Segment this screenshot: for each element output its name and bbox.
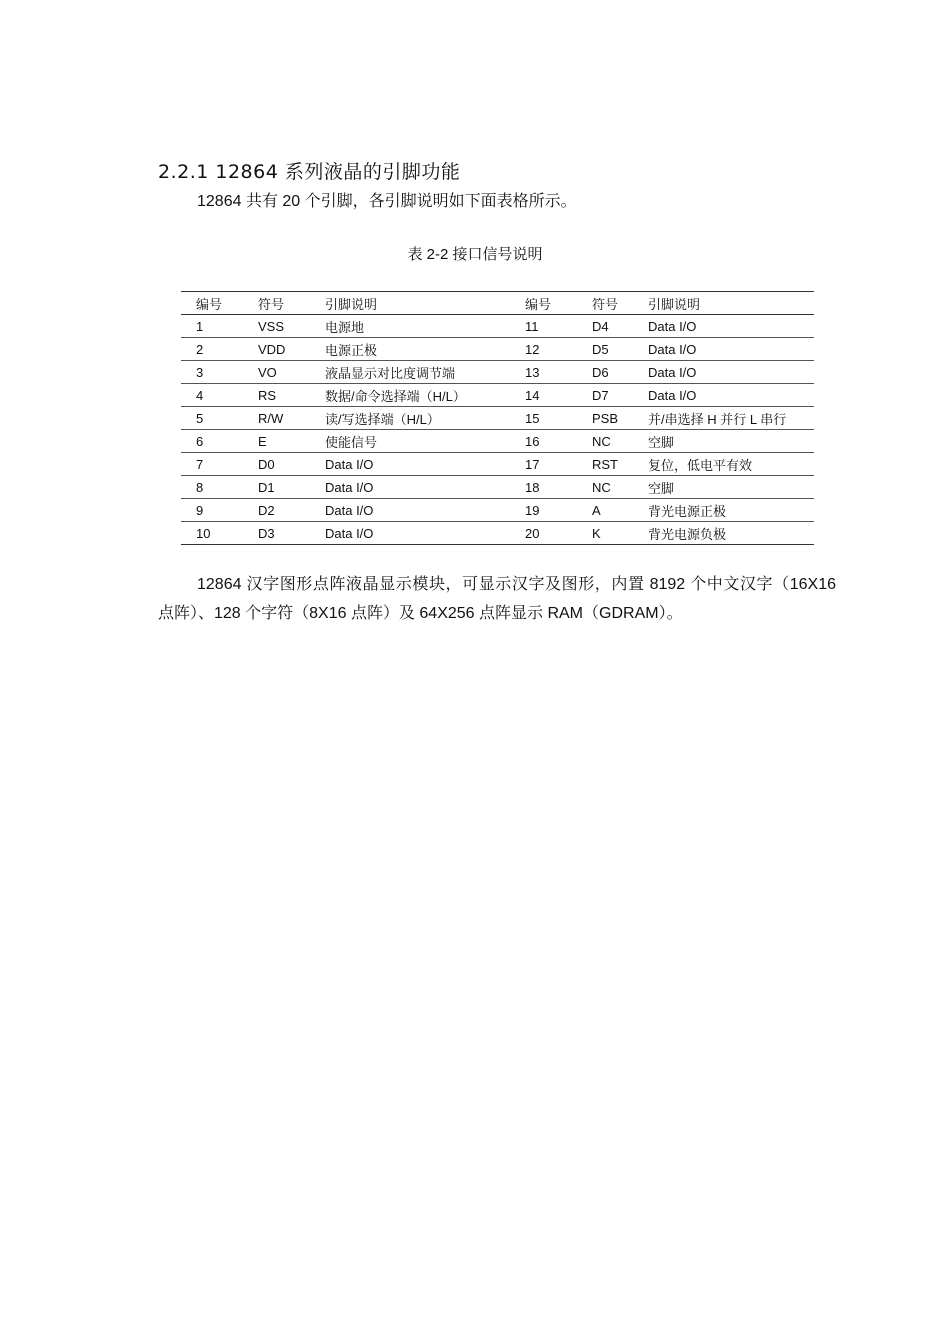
cell-description: 数据/命令选择端（H/L）: [325, 388, 466, 404]
cell-description: Data I/O: [325, 456, 374, 472]
header-symbol: 符号: [592, 296, 619, 312]
cell-symbol: D3: [258, 525, 275, 541]
cell-symbol: K: [592, 525, 601, 541]
cell-description: Data I/O: [648, 364, 697, 380]
cell-description: 读/写选择端（H/L）: [325, 411, 440, 427]
header-symbol: 符号: [258, 296, 285, 312]
cell-number: 13: [525, 364, 540, 380]
cell-number: 15: [525, 410, 540, 426]
header-description: 引脚说明: [648, 296, 701, 312]
cell-symbol: D1: [258, 479, 275, 495]
cell-number: 8: [196, 479, 204, 495]
cell-description: 背光电源正极: [648, 503, 727, 519]
cell-symbol: D6: [592, 364, 609, 380]
cell-description: 电源地: [325, 319, 365, 335]
cell-description: 空脚: [648, 434, 675, 450]
cell-symbol: VDD: [258, 341, 286, 357]
cell-number: 14: [525, 387, 540, 403]
cell-number: 19: [525, 502, 540, 518]
cell-symbol: VO: [258, 364, 277, 380]
cell-number: 6: [196, 433, 204, 449]
cell-number: 11: [525, 318, 539, 334]
cell-description: 复位，低电平有效: [648, 457, 753, 473]
cell-number: 4: [196, 387, 204, 403]
cell-symbol: A: [592, 502, 601, 518]
cell-symbol: D2: [258, 502, 275, 518]
table-row: [181, 315, 814, 338]
cell-symbol: R/W: [258, 410, 284, 426]
table-row: [181, 522, 814, 545]
cell-symbol: NC: [592, 479, 611, 495]
cell-description: 液晶显示对比度调节端: [325, 365, 456, 381]
cell-description: 使能信号: [325, 434, 378, 450]
cell-description: Data I/O: [648, 318, 697, 334]
cell-number: 10: [196, 525, 211, 541]
cell-symbol: RS: [258, 387, 277, 403]
table-row: [181, 407, 814, 430]
cell-symbol: D7: [592, 387, 609, 403]
table-caption: 表 2-2 接口信号说明: [407, 246, 543, 263]
cell-number: 1: [196, 318, 204, 334]
cell-description: 并/串选择 H 并行 L 串行: [648, 411, 787, 427]
section-heading: 2.2.1 12864 系列液晶的引脚功能: [158, 161, 461, 183]
table-row: [181, 430, 814, 453]
table-row: [181, 361, 814, 384]
header-description: 引脚说明: [325, 296, 378, 312]
cell-description: 电源正极: [325, 342, 378, 358]
table-row: [181, 453, 814, 476]
cell-description: Data I/O: [325, 479, 374, 495]
cell-symbol: VSS: [258, 318, 285, 334]
cell-symbol: D5: [592, 341, 609, 357]
table-row: [181, 476, 814, 499]
cell-number: 2: [196, 341, 204, 357]
cell-symbol: RST: [592, 456, 618, 472]
table-row: [181, 338, 814, 361]
body-paragraph: 12864 汉字图形点阵液晶显示模块，可显示汉字及图形，内置 8192 个中文汉字（16X16 点阵）、128 个字符（8X16 点阵）及 64X256 点阵显示 RAM（GDRAM）。: [158, 576, 836, 622]
cell-description: Data I/O: [648, 387, 697, 403]
cell-description: 背光电源负极: [648, 526, 727, 542]
cell-number: 12: [525, 341, 540, 357]
cell-number: 20: [525, 525, 540, 541]
cell-description: Data I/O: [325, 525, 374, 541]
cell-symbol: D4: [592, 318, 609, 334]
cell-symbol: E: [258, 433, 267, 449]
cell-description: 空脚: [648, 480, 675, 496]
cell-number: 16: [525, 433, 540, 449]
table-row: [181, 384, 814, 407]
table-header-row: [181, 292, 814, 315]
table-body: [181, 315, 814, 545]
cell-symbol: D0: [258, 456, 275, 472]
cell-symbol: NC: [592, 433, 611, 449]
cell-number: 17: [525, 456, 540, 472]
cell-number: 9: [196, 502, 204, 518]
header-number: 编号: [525, 296, 552, 312]
cell-number: 7: [196, 456, 204, 472]
cell-description: Data I/O: [325, 502, 374, 518]
cell-description: Data I/O: [648, 341, 697, 357]
cell-symbol: PSB: [592, 410, 619, 426]
header-number: 编号: [196, 296, 223, 312]
cell-number: 3: [196, 364, 204, 380]
intro-paragraph: 12864 共有 20 个引脚，各引脚说明如下面表格所示。: [197, 193, 577, 210]
table-row: [181, 499, 814, 522]
cell-number: 5: [196, 410, 204, 426]
cell-number: 18: [525, 479, 540, 495]
pin-table: [181, 291, 814, 545]
